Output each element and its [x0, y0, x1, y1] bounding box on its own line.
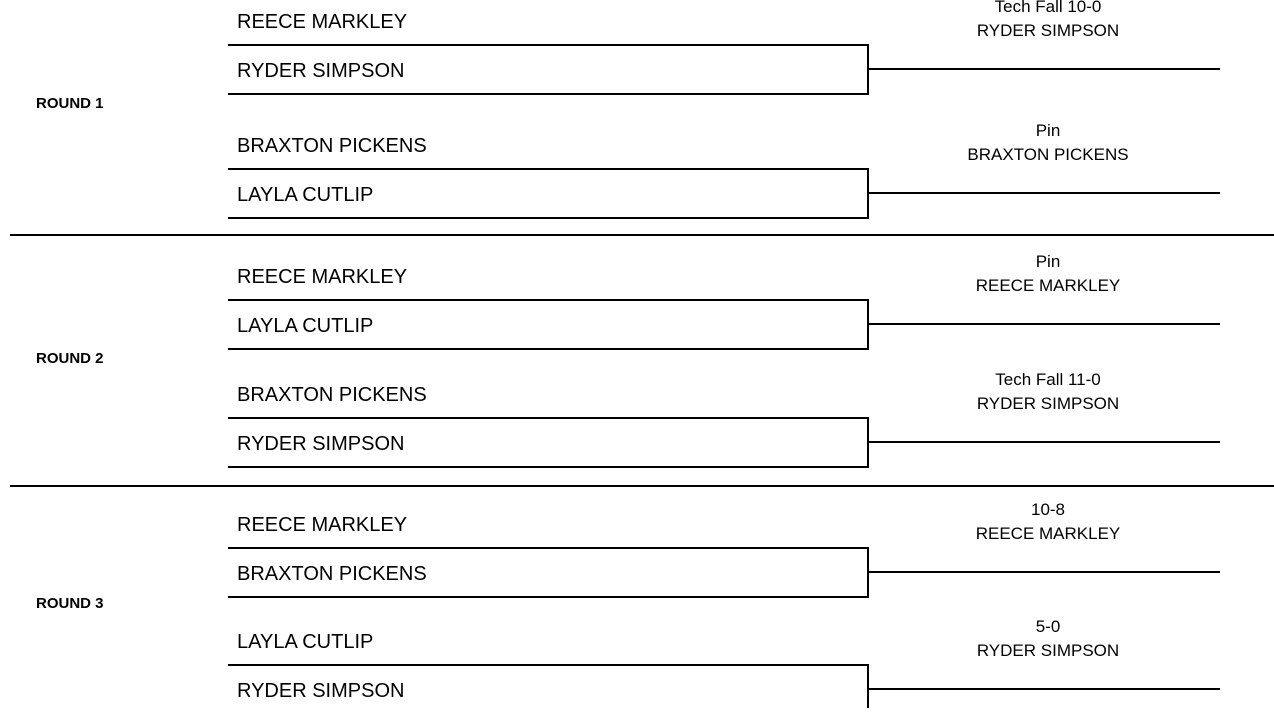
bracket-line-bottom	[228, 217, 868, 219]
round-3-match-2	[228, 617, 1228, 727]
match-winner: RYDER SIMPSON	[976, 21, 1120, 40]
wrestler-bottom: RYDER SIMPSON	[237, 433, 405, 455]
match-result: Tech Fall 11-0	[995, 370, 1101, 389]
round-divider	[10, 234, 1274, 236]
bracket-line-winner	[868, 571, 1220, 573]
bracket-line-bottom	[228, 596, 868, 598]
bracket-connector	[867, 664, 869, 708]
round-3-label: ROUND 3	[36, 595, 104, 612]
match-result: 5-0	[1035, 617, 1061, 636]
wrestler-top: REECE MARKLEY	[237, 266, 408, 288]
wrestler-top: BRAXTON PICKENS	[237, 135, 427, 157]
bracket-line-winner	[868, 441, 1220, 443]
wrestler-bottom: BRAXTON PICKENS	[237, 563, 427, 585]
match-result: Pin	[1035, 121, 1061, 140]
round-1-match-2	[228, 121, 1228, 231]
round-1-match-1	[228, 0, 1228, 107]
wrestler-top: REECE MARKLEY	[237, 11, 408, 33]
wrestler-bottom: RYDER SIMPSON	[237, 60, 405, 82]
match-result: Pin	[1035, 252, 1061, 271]
match-winner: REECE MARKLEY	[975, 524, 1121, 543]
bracket-line-winner	[868, 688, 1220, 690]
bracket-line-winner	[868, 192, 1220, 194]
bracket-line-winner	[868, 323, 1220, 325]
round-2-label: ROUND 2	[36, 350, 104, 367]
match-winner: RYDER SIMPSON	[976, 394, 1120, 413]
bracket-line-top	[228, 299, 868, 301]
bracket-line-bottom	[228, 93, 868, 95]
bracket-line-top	[228, 417, 868, 419]
round-2-match-2	[228, 370, 1228, 480]
wrestler-top: LAYLA CUTLIP	[237, 631, 374, 653]
bracket-line-top	[228, 664, 868, 666]
wrestler-bottom: LAYLA CUTLIP	[237, 315, 374, 337]
wrestler-top: REECE MARKLEY	[237, 514, 408, 536]
match-winner: BRAXTON PICKENS	[967, 145, 1129, 164]
bracket-line-top	[228, 44, 868, 46]
round-divider	[10, 485, 1274, 487]
match-result: 10-8	[1030, 500, 1066, 519]
bracket-line-winner	[868, 68, 1220, 70]
round-3-match-1	[228, 500, 1228, 610]
wrestler-top: BRAXTON PICKENS	[237, 384, 427, 406]
match-winner: RYDER SIMPSON	[976, 641, 1120, 660]
wrestler-bottom: LAYLA CUTLIP	[237, 184, 374, 206]
wrestler-bottom: RYDER SIMPSON	[237, 680, 405, 702]
bracket-line-top	[228, 547, 868, 549]
round-2-match-1	[228, 252, 1228, 362]
bracket-line-bottom	[228, 348, 868, 350]
match-result: Tech Fall 10-0	[994, 0, 1102, 16]
round-1-label: ROUND 1	[36, 95, 104, 112]
match-winner: REECE MARKLEY	[975, 276, 1121, 295]
bracket-line-top	[228, 168, 868, 170]
bracket-line-bottom	[228, 466, 868, 468]
